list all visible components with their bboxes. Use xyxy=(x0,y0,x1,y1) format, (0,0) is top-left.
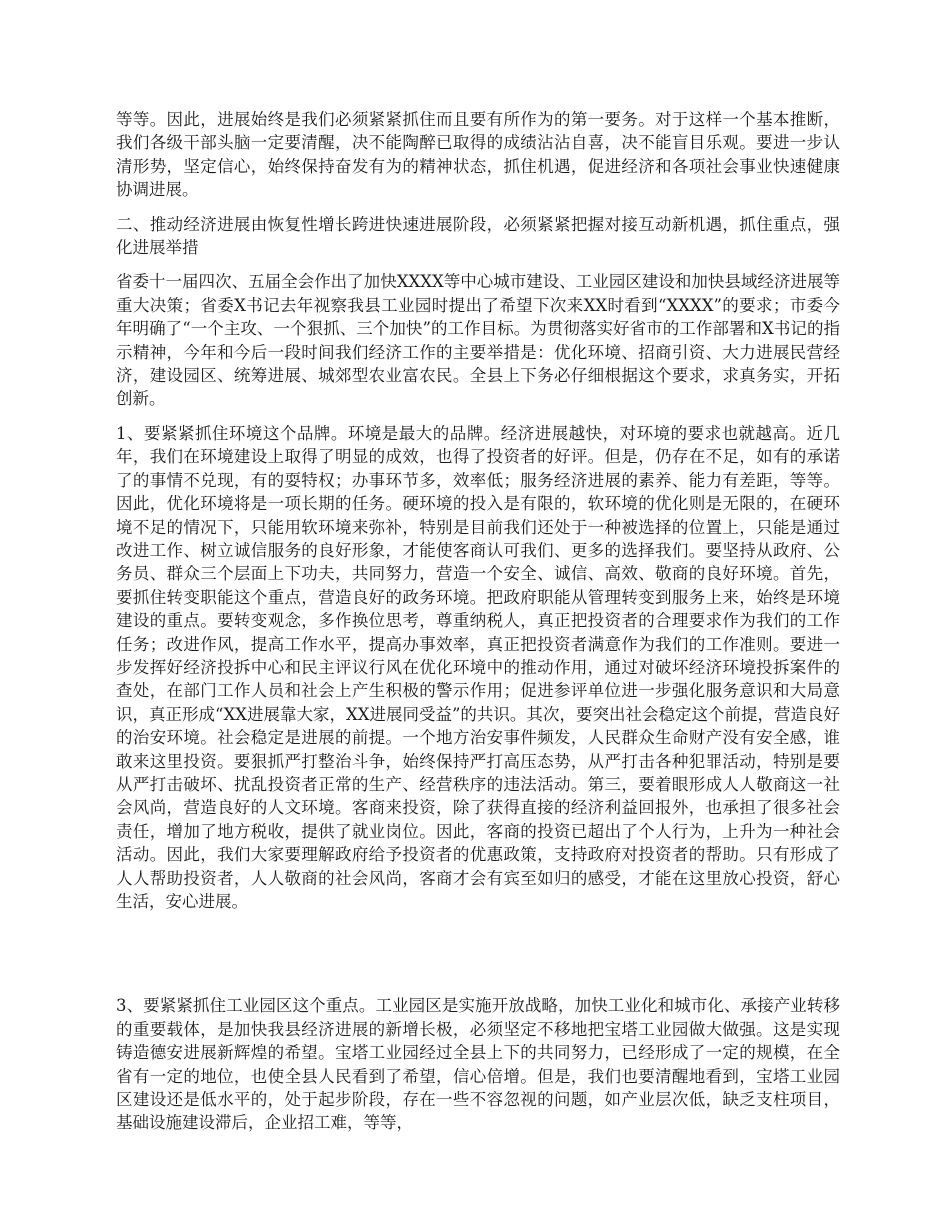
document-page xyxy=(116,108,840,1146)
paragraph-item-1-environment: 1、要紧紧抓住环境这个品牌。环境是最大的品牌。经济进展越快，对环境的要求也就越高。近几年，我们在环境建设上取得了明显的成效，也得了投资者的好评。但是，仍存在不足，如有的承诺了的事情不兑现，有的耍特权；办事环节多，效率低；服务经济进展的素养、能力有差距，等等。因此，优化环境将是一项长期的任务。硬环境的投入是有限的，软环境的优化则是无限的，在硬环境不足的情况下，只能用软环境来弥补，特别是目前我们还处于一种被选择的位置上，只能是通过改进工作、树立诚信服务的良好形象，才能使客商认可我们、更多的选择我们。要坚持从政府、公务员、群众三个层面上下功夫，共同努力，营造一个安全、诚信、高效、敬商的良好环境。首先，要抓住转变职能这个重点，营造良好的政务环境。把政府职能从管理转变到服务上来，始终是环境建设的重点。要转变观念，多作换位思考，尊重纳税人，真正把投资者的合理要求作为我们的工作任务；改进作风，提高工作水平，提高办事效率，真正把投资者满意作为我们的工作准则。要进一步发挥好经济投拆中心和民主评议行风在优化环境中的推动作用，通过对破坏经济环境投拆案件的查处，在部门工作人员和社会上产生积极的警示作用；促进参评单位进一步强化服务意识和大局意识，真正形成“XX进展靠大家，XX进展同受益”的共识。其次，要突出社会稳定这个前提，营造良好的治安环境。社会稳定是进展的前提。一个地方治安事件频发，人民群众生命财产没有安全感，谁敢来这里投资。要狠抓严打整治斗争，始终保持严打高压态势，从严打击各种犯罪活动，特别是要从严打击破坏、扰乱投资者正常的生产、经营秩序的违法活动。第三，要着眼形成人人敬商这一社会风尚，营造良好的人文环境。客商来投资，除了获得直接的经济利益回报外，也承担了很多社会责任，增加了地方税收，提供了就业岗位。因此，客商的投资已超出了个人行为，上升为一种社会活动。因此，我们大家要理解政府给予投资者的优惠政策，支持政府对投资者的帮助。只有形成了人人帮助投资者，人人敬商的社会风尚，客商才会有宾至如归的感受，才能在这里放心投资，舒心生活，安心进展。 xyxy=(116,423,840,911)
paragraph-item-3-industrial-park: 3、要紧紧抓住工业园区这个重点。工业园区是实施开放战略，加快工业化和城市化、承接产业转移的重要载体，是加快我县经济进展的新增长极，必须坚定不移地把宝塔工业园做大做强。这是实现铸造德安进展新辉煌的希望。宝塔工业园经过全县上下的共同努力，已经形成了一定的规模，在全省有一定的地位，也使全县人民看到了希望，信心倍增。但是，我们也要清醒地看到，宝塔工业园区建设还是低水平的，处于起步阶段，存在一些不容忽视的问题，如产业层次低，缺乏支柱项目，基础设施建设滞后，企业招工难，等等， xyxy=(116,996,840,1133)
section-heading-2: 二、推动经济进展由恢复性增长跨进快速进展阶段，必须紧紧把握对接互动新机遇，抓住重点，强化进展举措 xyxy=(116,214,840,258)
paragraph-intro: 等等。因此，进展始终是我们必须紧紧抓住而且要有所作为的第一要务。对于这样一个基本推断，我们各级干部头脑一定要清醒，决不能陶醉已取得的成绩沾沾自喜，决不能盲目乐观。要进一步认清形势，坚定信心，始终保持奋发有为的精神状态，抓住机遇，促进经济和各项社会事业快速健康协调进展。 xyxy=(116,110,840,200)
paragraph-measures: 省委十一届四次、五届全会作出了加快XXXX等中心城市建设、工业园区建设和加快县域经济进展等重大决策；省委X书记去年视察我县工业园时提出了希望下次来XX时看到“XXXX”的要求；市委今年明确了“一个主攻、一个狠抓、三个加快”的工作目标。为贯彻落实好省市的工作部署和X书记的指示精神，今年和今后一段时间我们经济工作的主要举措是：优化环境、招商引资、大力进展民营经济，建设园区、统筹进展、城郊型农业富农民。全县上下务必仔细根据这个要求，求真务实，开拓创新。 xyxy=(116,272,840,409)
blank-gap xyxy=(116,924,840,994)
